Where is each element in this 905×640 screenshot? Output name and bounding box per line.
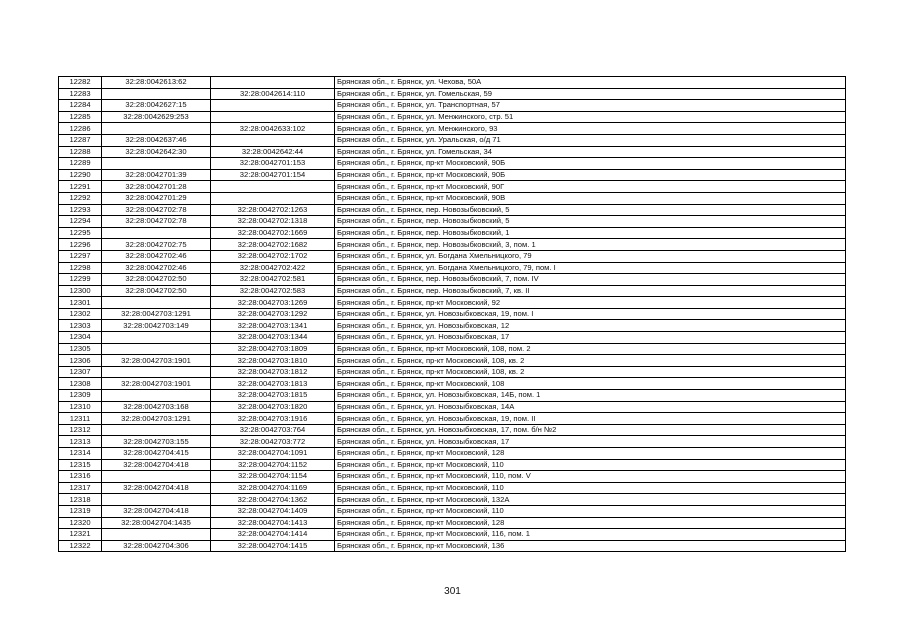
table-row: [59, 192, 846, 204]
object-number-cell: 32:28:0042704:1091: [211, 448, 335, 460]
address-cell: Брянская обл., г. Брянск, пр-кт Московский, 110: [335, 459, 846, 471]
cadastral-number-cell: 32:28:0042704:418: [102, 505, 211, 517]
table-row: [59, 413, 846, 425]
cadastral-number-cell: 32:28:0042704:1435: [102, 517, 211, 529]
address-cell: Брянская обл., г. Брянск, ул. Новозыбковская, 14А: [335, 401, 846, 413]
address-cell: Брянская обл., г. Брянск, ул. Новозыбковская, 17: [335, 332, 846, 344]
cadastral-number-cell: [102, 366, 211, 378]
table-row: [59, 77, 846, 89]
table-row: [59, 88, 846, 100]
row-number-cell: 12293: [59, 204, 102, 216]
cadastral-number-cell: 32:28:0042701:28: [102, 181, 211, 193]
row-number-cell: 12284: [59, 100, 102, 112]
row-number-cell: 12302: [59, 308, 102, 320]
cadastral-number-cell: 32:28:0042627:15: [102, 100, 211, 112]
table-row: [59, 239, 846, 251]
table-row: [59, 448, 846, 460]
row-number-cell: 12309: [59, 390, 102, 402]
address-cell: Брянская обл., г. Брянск, пер. Новозыбковский, 5: [335, 216, 846, 228]
address-cell: Брянская обл., г. Брянск, ул. Новозыбковская, 19, пом. II: [335, 413, 846, 425]
row-number-cell: 12289: [59, 158, 102, 170]
row-number-cell: 12317: [59, 482, 102, 494]
object-number-cell: 32:28:0042703:1341: [211, 320, 335, 332]
table-row: [59, 250, 846, 262]
table-row: [59, 494, 846, 506]
cadastral-number-cell: 32:28:0042701:39: [102, 169, 211, 181]
table-row: [59, 320, 846, 332]
cadastral-number-cell: 32:28:0042703:1291: [102, 308, 211, 320]
object-number-cell: 32:28:0042703:1820: [211, 401, 335, 413]
address-cell: Брянская обл., г. Брянск, ул. Новозыбковская, 19, пом. I: [335, 308, 846, 320]
row-number-cell: 12299: [59, 274, 102, 286]
address-cell: Брянская обл., г. Брянск, пр-кт Московский, 92: [335, 297, 846, 309]
object-number-cell: 32:28:0042703:1916: [211, 413, 335, 425]
table-row: [59, 390, 846, 402]
object-number-cell: 32:28:0042703:1344: [211, 332, 335, 344]
row-number-cell: 12297: [59, 250, 102, 262]
cadastral-number-cell: 32:28:0042642:30: [102, 146, 211, 158]
row-number-cell: 12304: [59, 332, 102, 344]
address-cell: Брянская обл., г. Брянск, ул. Новозыбковская, 17, пом. б/н №2: [335, 424, 846, 436]
object-number-cell: 32:28:0042703:1813: [211, 378, 335, 390]
row-number-cell: 12287: [59, 134, 102, 146]
address-cell: Брянская обл., г. Брянск, ул. Новозыбковская, 17: [335, 436, 846, 448]
cadastral-number-cell: 32:28:0042702:50: [102, 285, 211, 297]
cadastral-number-cell: 32:28:0042702:75: [102, 239, 211, 251]
object-number-cell: 32:28:0042702:422: [211, 262, 335, 274]
cadastral-number-cell: [102, 343, 211, 355]
row-number-cell: 12312: [59, 424, 102, 436]
object-number-cell: 32:28:0042702:1669: [211, 227, 335, 239]
cadastral-number-cell: [102, 332, 211, 344]
address-cell: Брянская обл., г. Брянск, ул. Гомельская, 34: [335, 146, 846, 158]
table-row: [59, 111, 846, 123]
cadastral-number-cell: [102, 227, 211, 239]
row-number-cell: 12303: [59, 320, 102, 332]
row-number-cell: 12285: [59, 111, 102, 123]
row-number-cell: 12296: [59, 239, 102, 251]
cadastral-number-cell: 32:28:0042703:1901: [102, 355, 211, 367]
row-number-cell: 12298: [59, 262, 102, 274]
object-number-cell: [211, 181, 335, 193]
cadastral-number-cell: [102, 494, 211, 506]
address-cell: Брянская обл., г. Брянск, пр-кт Московский, 108, пом. 2: [335, 343, 846, 355]
row-number-cell: 12308: [59, 378, 102, 390]
cadastral-number-cell: 32:28:0042702:78: [102, 204, 211, 216]
cadastral-number-cell: 32:28:0042702:46: [102, 262, 211, 274]
address-cell: Брянская обл., г. Брянск, ул. Богдана Хмельницкого, 79: [335, 250, 846, 262]
object-number-cell: [211, 111, 335, 123]
table-row: [59, 343, 846, 355]
object-number-cell: 32:28:0042702:1682: [211, 239, 335, 251]
row-number-cell: 12295: [59, 227, 102, 239]
address-cell: Брянская обл., г. Брянск, пр-кт Московский, 116, пом. 1: [335, 529, 846, 541]
table-row: [59, 459, 846, 471]
table-row: [59, 401, 846, 413]
object-number-cell: 32:28:0042614:110: [211, 88, 335, 100]
object-number-cell: 32:28:0042701:154: [211, 169, 335, 181]
cadastral-number-cell: 32:28:0042702:50: [102, 274, 211, 286]
row-number-cell: 12314: [59, 448, 102, 460]
cadastral-number-cell: 32:28:0042703:168: [102, 401, 211, 413]
row-number-cell: 12301: [59, 297, 102, 309]
table-row: [59, 366, 846, 378]
table-row: [59, 482, 846, 494]
table-row: [59, 436, 846, 448]
address-cell: Брянская обл., г. Брянск, пр-кт Московский, 128: [335, 517, 846, 529]
object-number-cell: 32:28:0042704:1409: [211, 505, 335, 517]
object-number-cell: [211, 100, 335, 112]
cadastral-number-cell: 32:28:0042704:418: [102, 482, 211, 494]
table-row: [59, 424, 846, 436]
object-number-cell: 32:28:0042642:44: [211, 146, 335, 158]
object-number-cell: 32:28:0042702:1318: [211, 216, 335, 228]
address-cell: Брянская обл., г. Брянск, пр-кт Московский, 108, кв. 2: [335, 366, 846, 378]
cadastral-number-cell: [102, 529, 211, 541]
object-number-cell: 32:28:0042703:764: [211, 424, 335, 436]
object-number-cell: 32:28:0042702:583: [211, 285, 335, 297]
object-number-cell: 32:28:0042703:772: [211, 436, 335, 448]
row-number-cell: 12282: [59, 77, 102, 89]
table-row: [59, 471, 846, 483]
address-cell: Брянская обл., г. Брянск, ул. Чехова, 50А: [335, 77, 846, 89]
table-row: [59, 100, 846, 112]
row-number-cell: 12288: [59, 146, 102, 158]
address-cell: Брянская обл., г. Брянск, пр-кт Московский, 108, кв. 2: [335, 355, 846, 367]
object-number-cell: 32:28:0042702:581: [211, 274, 335, 286]
row-number-cell: 12292: [59, 192, 102, 204]
cadastral-number-cell: [102, 297, 211, 309]
table-row: [59, 517, 846, 529]
cadastral-number-cell: 32:28:0042703:149: [102, 320, 211, 332]
address-cell: Брянская обл., г. Брянск, пр-кт Московский, 128: [335, 448, 846, 460]
address-cell: Брянская обл., г. Брянск, ул. Новозыбковская, 14Б, пом. 1: [335, 390, 846, 402]
cadastral-number-cell: 32:28:0042704:415: [102, 448, 211, 460]
cadastral-table: [58, 76, 846, 552]
row-number-cell: 12313: [59, 436, 102, 448]
row-number-cell: 12286: [59, 123, 102, 135]
row-number-cell: 12307: [59, 366, 102, 378]
address-cell: Брянская обл., г. Брянск, пер. Новозыбковский, 3, пом. 1: [335, 239, 846, 251]
table-row: [59, 308, 846, 320]
table-row: [59, 285, 846, 297]
cadastral-number-cell: [102, 471, 211, 483]
cadastral-number-cell: [102, 390, 211, 402]
cadastral-number-cell: 32:28:0042613:62: [102, 77, 211, 89]
row-number-cell: 12320: [59, 517, 102, 529]
address-cell: Брянская обл., г. Брянск, пр-кт Московский, 110, пом. V: [335, 471, 846, 483]
cadastral-number-cell: 32:28:0042703:1291: [102, 413, 211, 425]
object-number-cell: [211, 77, 335, 89]
table-body: [59, 77, 846, 552]
address-cell: Брянская обл., г. Брянск, пр-кт Московский, 132А: [335, 494, 846, 506]
row-number-cell: 12306: [59, 355, 102, 367]
row-number-cell: 12316: [59, 471, 102, 483]
table-row: [59, 332, 846, 344]
address-cell: Брянская обл., г. Брянск, пр-кт Московский, 136: [335, 540, 846, 552]
table-row: [59, 181, 846, 193]
address-cell: Брянская обл., г. Брянск, пер. Новозыбковский, 7, пом. IV: [335, 274, 846, 286]
address-cell: Брянская обл., г. Брянск, пр-кт Московский, 90Б: [335, 169, 846, 181]
row-number-cell: 12290: [59, 169, 102, 181]
table-row: [59, 274, 846, 286]
cadastral-number-cell: 32:28:0042704:306: [102, 540, 211, 552]
row-number-cell: 12283: [59, 88, 102, 100]
address-cell: Брянская обл., г. Брянск, пр-кт Московский, 90В: [335, 192, 846, 204]
cadastral-number-cell: [102, 158, 211, 170]
row-number-cell: 12321: [59, 529, 102, 541]
address-cell: Брянская обл., г. Брянск, ул. Уральская, о/д 71: [335, 134, 846, 146]
address-cell: Брянская обл., г. Брянск, ул. Транспортная, 57: [335, 100, 846, 112]
address-cell: Брянская обл., г. Брянск, ул. Менжинского, стр. 51: [335, 111, 846, 123]
address-cell: Брянская обл., г. Брянск, пер. Новозыбковский, 7, кв. II: [335, 285, 846, 297]
object-number-cell: 32:28:0042703:1812: [211, 366, 335, 378]
address-cell: Брянская обл., г. Брянск, пер. Новозыбковский, 1: [335, 227, 846, 239]
object-number-cell: [211, 192, 335, 204]
object-number-cell: 32:28:0042704:1362: [211, 494, 335, 506]
table-row: [59, 540, 846, 552]
object-number-cell: 32:28:0042703:1815: [211, 390, 335, 402]
cadastral-number-cell: 32:28:0042703:1901: [102, 378, 211, 390]
object-number-cell: 32:28:0042704:1414: [211, 529, 335, 541]
row-number-cell: 12300: [59, 285, 102, 297]
row-number-cell: 12310: [59, 401, 102, 413]
address-cell: Брянская обл., г. Брянск, пер. Новозыбковский, 5: [335, 204, 846, 216]
cadastral-number-cell: [102, 123, 211, 135]
row-number-cell: 12322: [59, 540, 102, 552]
cadastral-number-cell: 32:28:0042704:418: [102, 459, 211, 471]
object-number-cell: 32:28:0042633:102: [211, 123, 335, 135]
address-cell: Брянская обл., г. Брянск, пр-кт Московский, 110: [335, 482, 846, 494]
address-cell: Брянская обл., г. Брянск, пр-кт Московский, 108: [335, 378, 846, 390]
table-row: [59, 297, 846, 309]
table-row: [59, 378, 846, 390]
object-number-cell: 32:28:0042702:1702: [211, 250, 335, 262]
address-cell: Брянская обл., г. Брянск, пр-кт Московский, 110: [335, 505, 846, 517]
row-number-cell: 12294: [59, 216, 102, 228]
table-row: [59, 123, 846, 135]
object-number-cell: 32:28:0042704:1415: [211, 540, 335, 552]
row-number-cell: 12305: [59, 343, 102, 355]
table-row: [59, 262, 846, 274]
object-number-cell: 32:28:0042704:1169: [211, 482, 335, 494]
table-row: [59, 146, 846, 158]
row-number-cell: 12311: [59, 413, 102, 425]
table-row: [59, 134, 846, 146]
table-row: [59, 505, 846, 517]
object-number-cell: 32:28:0042701:153: [211, 158, 335, 170]
table-row: [59, 216, 846, 228]
object-number-cell: [211, 134, 335, 146]
address-cell: Брянская обл., г. Брянск, ул. Менжинского, 93: [335, 123, 846, 135]
object-number-cell: 32:28:0042703:1810: [211, 355, 335, 367]
table-row: [59, 169, 846, 181]
row-number-cell: 12318: [59, 494, 102, 506]
address-cell: Брянская обл., г. Брянск, ул. Новозыбковская, 12: [335, 320, 846, 332]
row-number-cell: 12315: [59, 459, 102, 471]
row-number-cell: 12319: [59, 505, 102, 517]
table-row: [59, 204, 846, 216]
cadastral-number-cell: [102, 88, 211, 100]
cadastral-number-cell: 32:28:0042637:46: [102, 134, 211, 146]
object-number-cell: 32:28:0042704:1413: [211, 517, 335, 529]
object-number-cell: 32:28:0042703:1809: [211, 343, 335, 355]
table-row: [59, 227, 846, 239]
row-number-cell: 12291: [59, 181, 102, 193]
object-number-cell: 32:28:0042704:1152: [211, 459, 335, 471]
address-cell: Брянская обл., г. Брянск, пр-кт Московский, 90Б: [335, 158, 846, 170]
cadastral-number-cell: 32:28:0042701:29: [102, 192, 211, 204]
object-number-cell: 32:28:0042703:1269: [211, 297, 335, 309]
cadastral-number-cell: [102, 424, 211, 436]
table-row: [59, 529, 846, 541]
table-row: [59, 355, 846, 367]
object-number-cell: 32:28:0042704:1154: [211, 471, 335, 483]
table-row: [59, 158, 846, 170]
object-number-cell: 32:28:0042702:1263: [211, 204, 335, 216]
cadastral-number-cell: 32:28:0042703:155: [102, 436, 211, 448]
page-number: 301: [444, 586, 461, 597]
cadastral-number-cell: 32:28:0042629:253: [102, 111, 211, 123]
object-number-cell: 32:28:0042703:1292: [211, 308, 335, 320]
address-cell: Брянская обл., г. Брянск, ул. Гомельская, 59: [335, 88, 846, 100]
cadastral-number-cell: 32:28:0042702:46: [102, 250, 211, 262]
address-cell: Брянская обл., г. Брянск, пр-кт Московский, 90Г: [335, 181, 846, 193]
cadastral-number-cell: 32:28:0042702:78: [102, 216, 211, 228]
address-cell: Брянская обл., г. Брянск, ул. Богдана Хмельницкого, 79, пом. I: [335, 262, 846, 274]
